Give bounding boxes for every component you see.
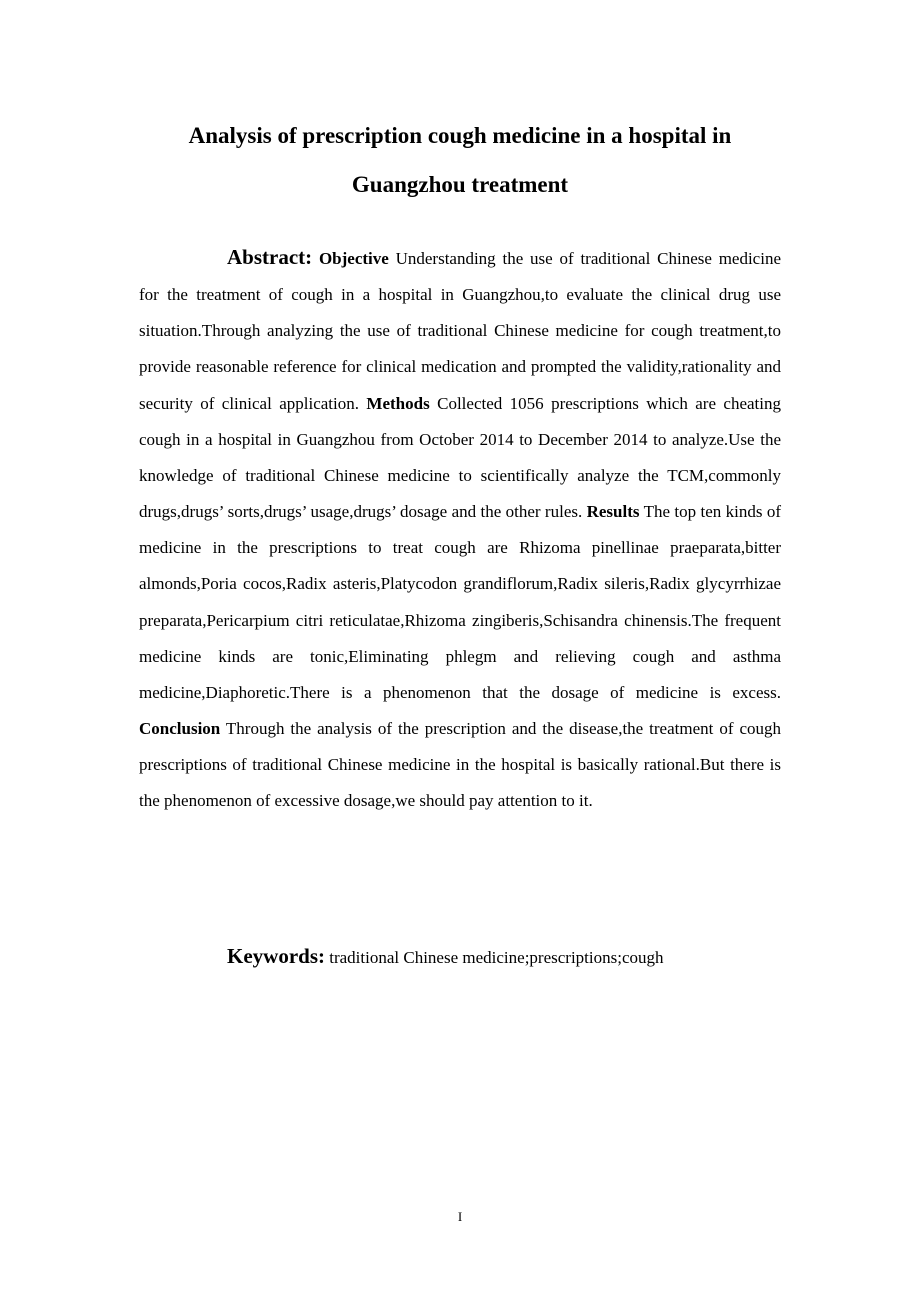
conclusion-text: Through the analysis of the prescription and the disease,the treatment of cough prescriptions of traditional Chinese medicine in the hospital is basically rational.But there is the phenomenon of excessive dosage,we should pay attention to it. (139, 719, 781, 811)
objective-text: Understanding the use of traditional Chinese medicine for the treatment of cough in a hospital in Guangzhou,to evaluate the clinical drug use situation.Through analyzing the use of traditional Chinese medicine for cough treatment,to provide reasonable reference for clinical medication and prompted the validity,rationality and security of clinical application. (139, 249, 781, 413)
results-label: Results (586, 502, 640, 522)
page-title-line-1: Analysis of prescription cough medicine in a hospital in (188, 123, 732, 148)
objective-label: Objective (318, 249, 389, 268)
keywords-label: Keywords: (227, 944, 325, 968)
page-number: I (457, 1209, 463, 1224)
conclusion-label: Conclusion (139, 719, 221, 739)
page-title-line-2: Guangzhou treatment (351, 172, 569, 197)
abstract-label: Abstract: (227, 245, 313, 269)
methods-label: Methods (366, 393, 430, 413)
methods-text: Collected 1056 prescriptions which are cheating cough in a hospital in Guangzhou from October 2014 to December 2014 to analyze.Use the knowledge of traditional Chinese medicine to scientifically analyze the TCM,commonly drugs,drugs’ sorts,drugs’ usage,drugs’ dosage and the other rules. (139, 393, 781, 522)
results-text: The top ten kinds of medicine in the prescriptions to treat cough are Rhizoma pinellinae praeparata,bitter almonds,Poria cocos,Radix asteris,Platycodon grandiflorum,Radix sileris,Radix glycyrrhizae preparata,Pericarpium citri reticulatae,Rhizoma zingiberis,Schisandra chinensis.The frequent medicine kinds are tonic,Eliminating phlegm and relieving cough and asthma medicine,Diaphoretic.There is a phenomenon that the dosage of medicine is excess. (139, 502, 781, 702)
keywords-line (227, 938, 664, 976)
abstract-paragraph (139, 239, 781, 820)
keywords-text: traditional Chinese medicine;prescriptions;cough (325, 948, 664, 967)
